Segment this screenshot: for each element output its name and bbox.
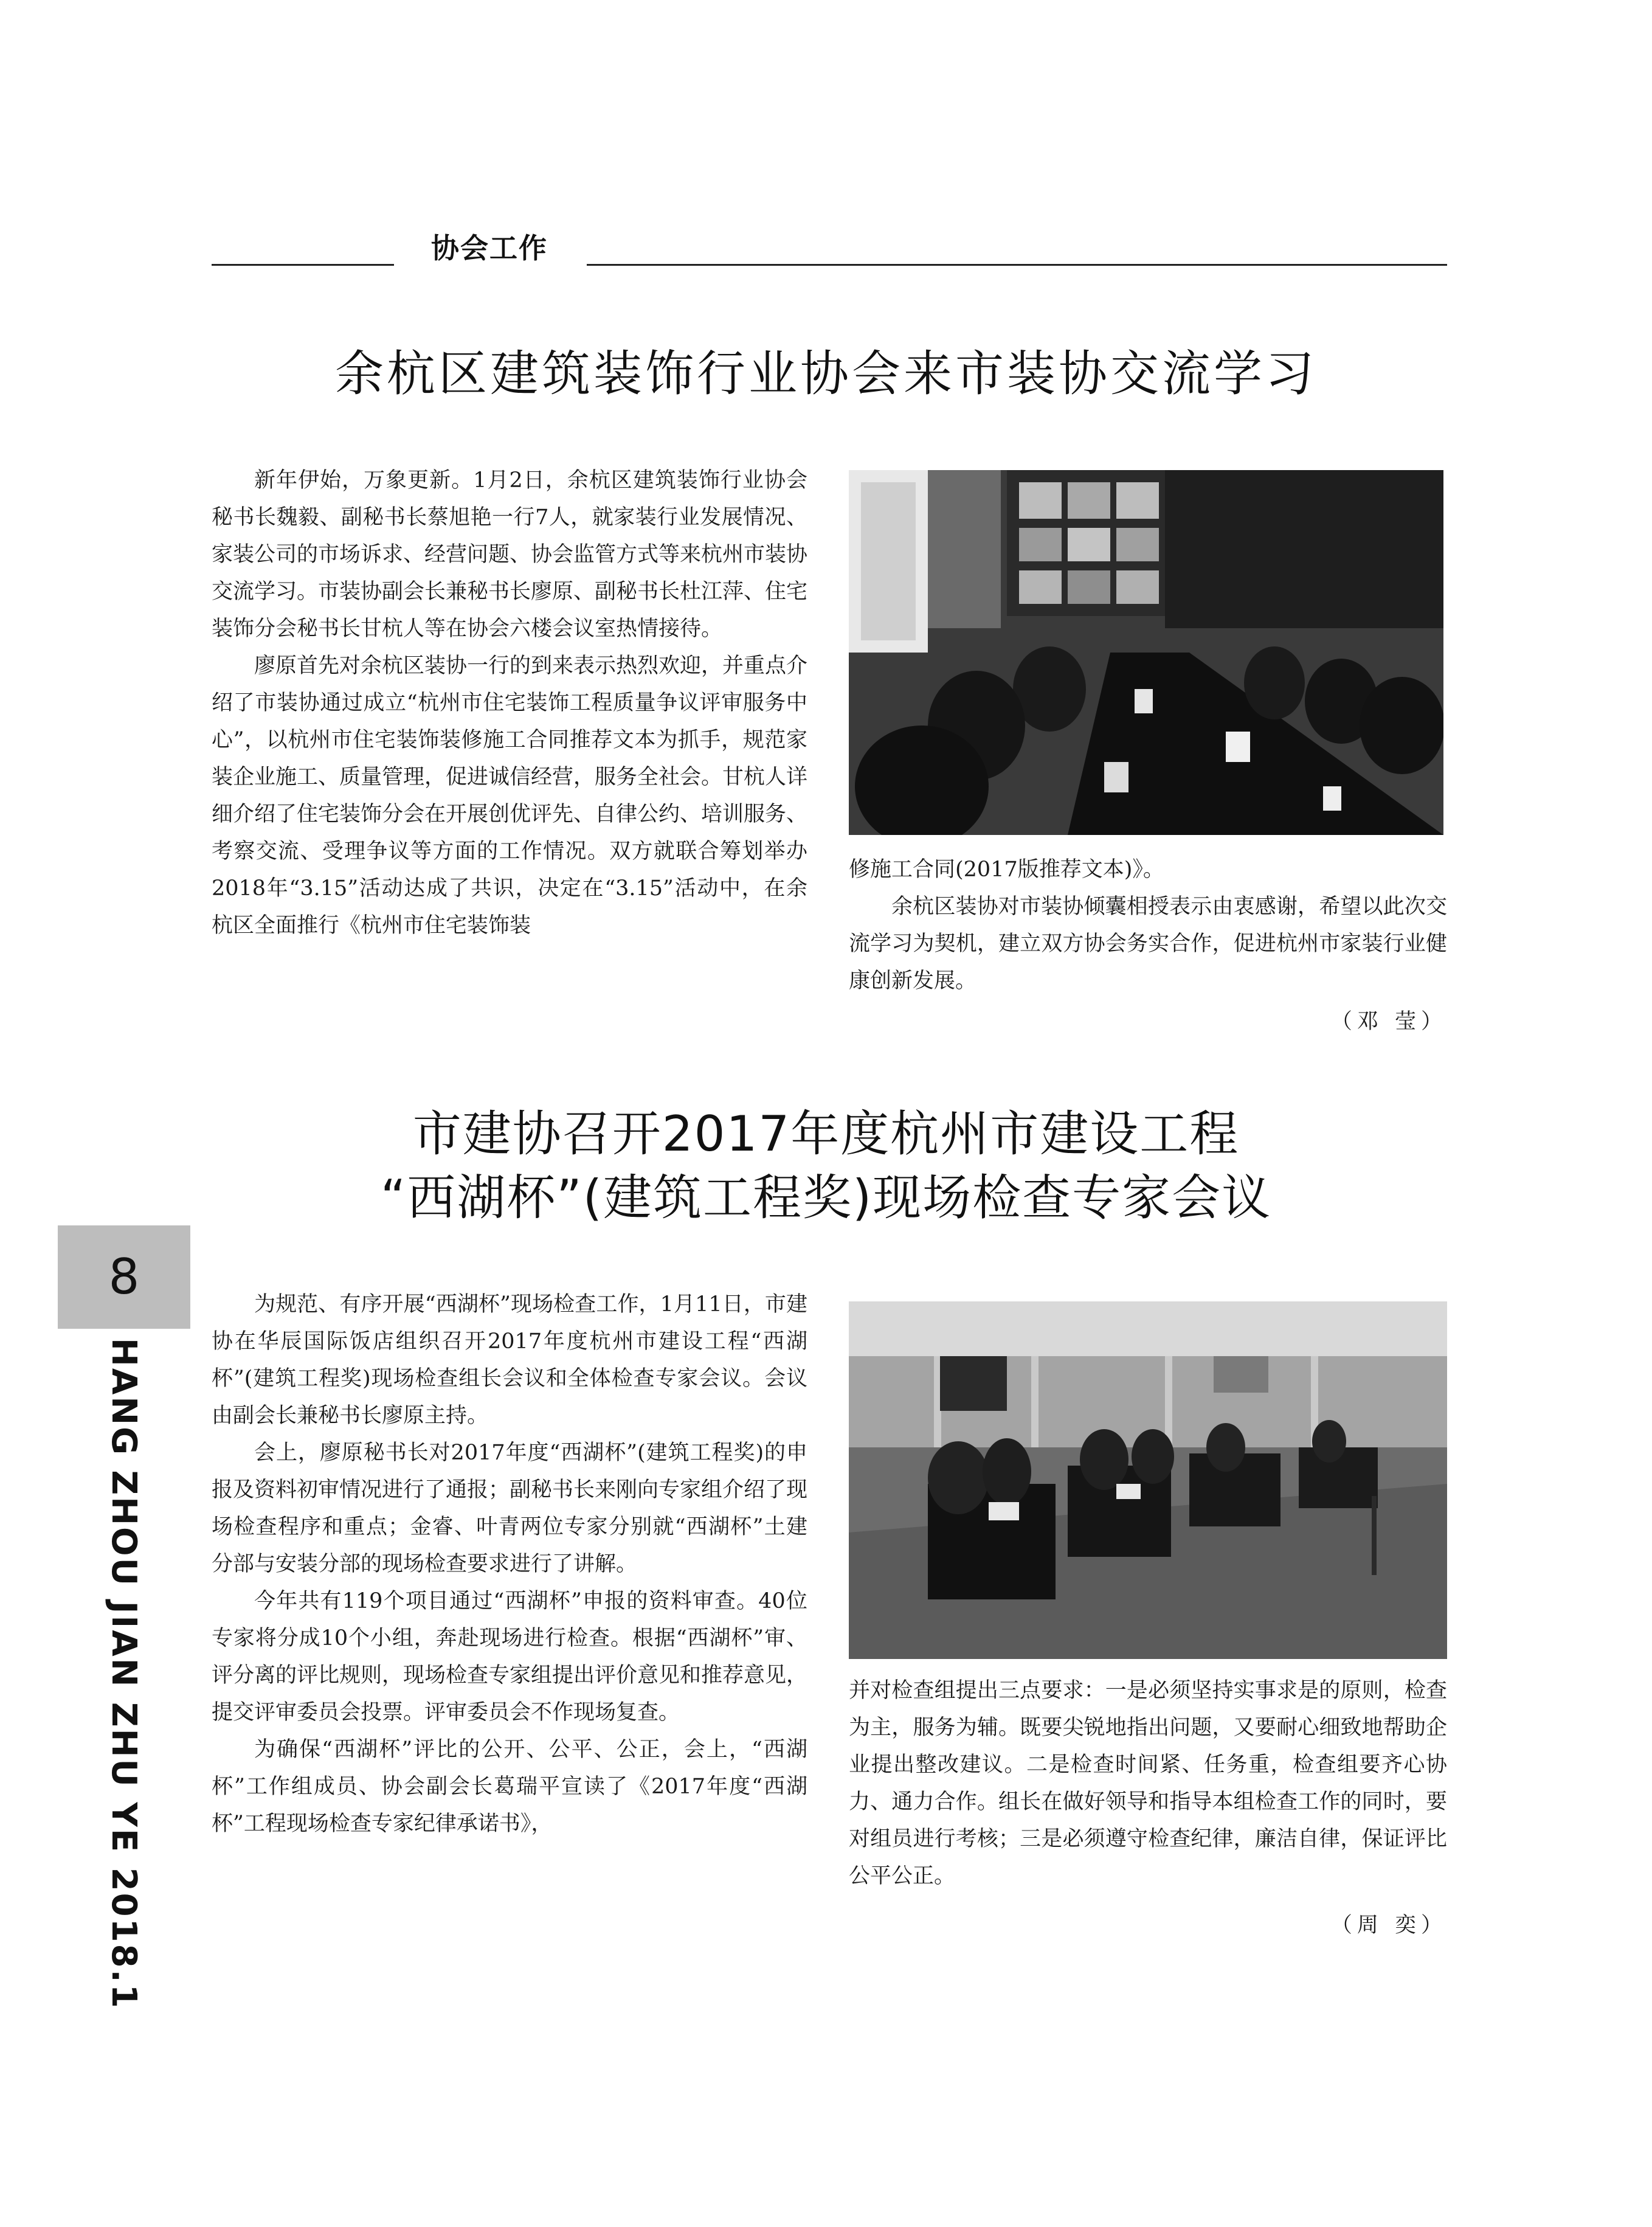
page-number: 8 [58,1225,190,1329]
article2-left-column [212,1286,807,1843]
article2-title-line2: “西湖杯”(建筑工程奖)现场检查专家会议 [380,1169,1272,1226]
article2-title-line1: 市建协召开2017年度杭州市建设工程 [412,1106,1240,1162]
article2-continuation: 并对检查组提出三点要求：一是必须坚持实事求是的原则，检查为主，服务为辅。既要尖锐地指出问题，又要耐心细致地帮助企业提出整改建议。二是检查时间紧、任务重，检查组要齐心协力、通力合作。组长在做好领导和指导本组检查工作的同时，要对组员进行考核；三是必须遵守检查纪律，廉洁自律，保证评比公平公正。 [849,1678,1447,1888]
article1-left-column [212,462,807,944]
article2-right-column [849,1672,1447,1944]
header-rule-right [587,264,1447,266]
meeting-photo-1 [849,470,1443,835]
article1-continuation: 修施工合同(2017版推荐文本)》。 [849,857,1164,882]
article2-paragraph: 为确保“西湖杯”评比的公开、公平、公正，会上，“西湖杯”工作组成员、协会副会长葛瑞平宣读了《2017年度“西湖杯”工程现场检查专家纪律承诺书》， [212,1737,807,1836]
section-label: 协会工作 [431,232,548,265]
article2-paragraph: 为规范、有序开展“西湖杯”现场检查工作，1月11日，市建协在华辰国际饭店组织召开2017年度杭州市建设工程“西湖杯”(建筑工程奖)现场检查组长会议和全体检查专家会议。会议由副会长兼秘书长廖原主持。 [212,1292,807,1428]
article1-right-column [849,851,1447,1041]
journal-issue-label: HANG ZHOU JIAN ZHU YE 2018.1 [104,1338,143,2010]
article1-paragraph: 新年伊始，万象更新。1月2日，余杭区建筑装饰行业协会秘书长魏毅、副秘书长蔡旭艳一行7人，就家装行业发展情况、家装公司的市场诉求、经营问题、协会监管方式等来杭州市装协交流学习。市装协副会长兼秘书长廖原、副秘书长杜江萍、住宅装饰分会秘书长甘杭人等在协会六楼会议室热情接待。 [212,468,808,641]
article1-author: （邓 莹） [1330,1010,1447,1034]
article1-paragraph: 余杭区装协对市装协倾囊相授表示由衷感谢，希望以此次交流学习为契机，建立双方协会务实合作，促进杭州市家装行业健康创新发展。 [849,895,1447,993]
meeting-photo-2 [849,1301,1447,1659]
article2-paragraph: 会上，廖原秘书长对2017年度“西湖杯”(建筑工程奖)的申报及资料初审情况进行了通报；副秘书长来刚向专家组介绍了现场检查程序和重点；金睿、叶青两位专家分别就“西湖杯”土建分部与安装分部的现场检查要求进行了讲解。 [212,1441,808,1576]
article1-paragraph: 廖原首先对余杭区装协一行的到来表示热烈欢迎，并重点介绍了市装协通过成立“杭州市住宅装饰工程质量争议评审服务中心”，以杭州市住宅装饰装修施工合同推荐文本为抓手，规范家装企业施工、质量管理，促进诚信经营，服务全社会。甘杭人详细介绍了住宅装饰分会在开展创优评先、自律公约、培训服务、考察交流、受理争议等方面的工作情况。双方就联合筹划举办2018年“3.15”活动达成了共识，决定在“3.15”活动中，在余杭区全面推行《杭州市住宅装饰装 [212,654,808,938]
article2-author: （周 奕） [1330,1913,1447,1938]
article1-title: 余杭区建筑装饰行业协会来市装协交流学习 [335,345,1317,402]
article2-paragraph: 今年共有119个项目通过“西湖杯”申报的资料审查。40位专家将分成10个小组，奔赴现场进行检查。根据“西湖杯”审、评分离的评比规则，现场检查专家组提出评价意见和推荐意见，提交评审委员会投票。评审委员会不作现场复查。 [212,1589,808,1725]
header-rule-left [212,264,394,266]
